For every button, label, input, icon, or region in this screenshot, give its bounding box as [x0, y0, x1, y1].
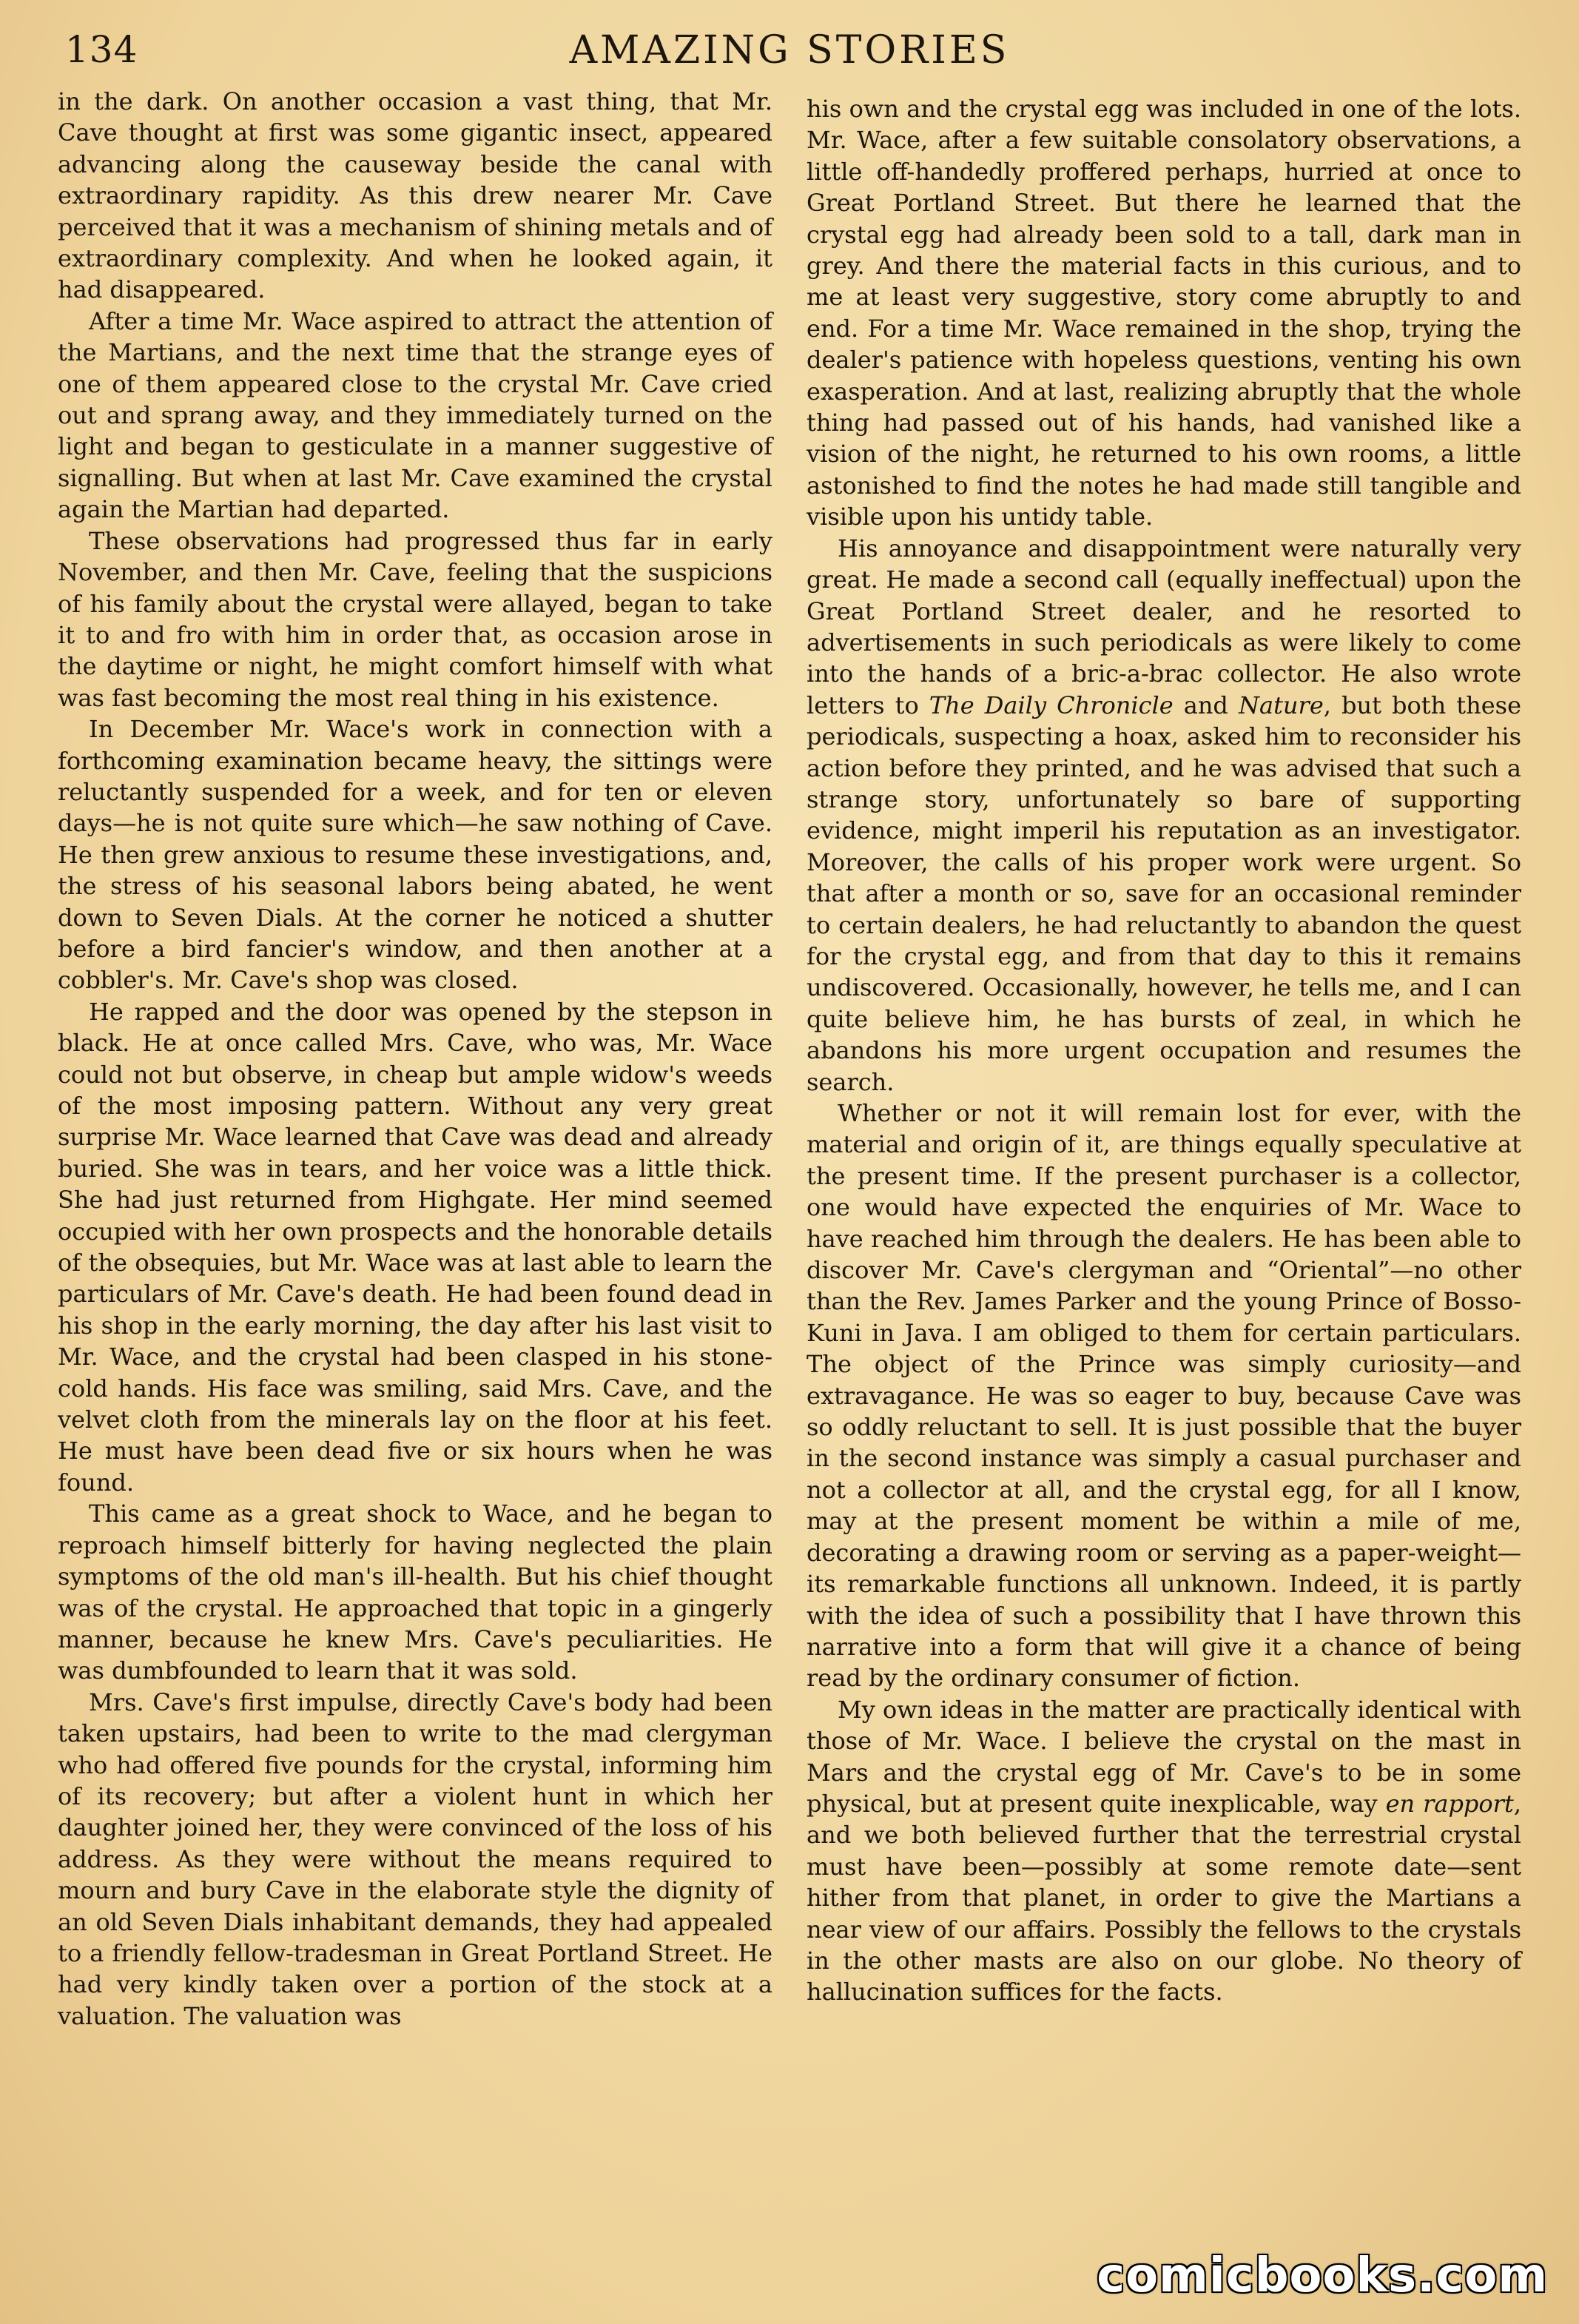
- paragraph: his own and the crystal egg was included in one of the lots. Mr. Wace, after a few suitable consolatory observations, a little off-handedly proffered perhaps, hurried at once to Great Portland Street. But there he learned that the crystal egg had already been sold to a tall, dark man in grey. And there the material facts in this curious, and to me at least very suggestive, story come abruptly to and end. For a time Mr. Wace remained in the shop, trying the dealer's patience with hopeless questions, venting his own exasperation. And at last, realizing abruptly that the whole thing had passed out of his hands, had vanished like a vision of the night, he returned to his own rooms, a little astonished to find the notes he had made still tangible and visible upon his untidy table.: [807, 95, 1521, 531]
- text-run: and: [1173, 691, 1239, 719]
- text-run: , but both these periodicals, suspecting a hoax, asked him to reconsider his action before they printed, and he was advised that such a strange story, unfortunately so bare of supporting evidence, might imperil his reputation as an investigator. Moreover, the calls of his proper work were urgent. So that after a month or so, save for an occasional reminder to certain dealers, he had reluctantly to abandon the quest for the crystal egg, and from that day to this it remains undiscovered. Occasionally, however, he tells me, and I can quite believe him, he has bursts of zeal, in which he abandons his more urgent occupation and resumes the search.: [807, 691, 1522, 1096]
- italic-title: Nature: [1238, 691, 1324, 719]
- page-number: 134: [65, 28, 138, 71]
- text-run: My own ideas in the matter are practically identical with those of Mr. Wace. I believe the crystal on the mast in Mars and the crystal egg of Mr. Cave's to be in some physical, but at present quite inexplicable, way: [807, 1695, 1521, 1818]
- paragraph: Whether or not it will remain lost for ever, with the material and origin of it, are things equally speculative at the present time. If the present purchaser is a collector, one would have expected the enquiries of Mr. Wace to have reached him through the dealers. He has been able to discover Mr. Cave's clergyman and “Oriental”—no other than the Rev. James Parker and the young Prince of Bosso-Kuni in Java. I am obliged to them for certain particulars. The object of the Prince was simply curiosity—and extravagance. He was so eager to buy, because Cave was so oddly reluctant to sell. It is just possible that the buyer in the second instance was simply a casual purchaser and not a collector at all, and the crystal egg, for all I know, may at the present moment be within a mile of me, decorating a drawing room or serving as a paper-weight—its remarkable functions all unknown. Indeed, it is partly with the idea of such a possibility that I have thrown this narrative into a form that will give it a chance of being read by the ordinary consumer of fiction.: [807, 1099, 1521, 1693]
- paragraph: Mrs. Cave's first impulse, directly Cave's body had been taken upstairs, had been to write to the mad clergyman who had offered five pounds for the crystal, informing him of its recovery; but after a violent hunt in which her daughter joined her, they were convinced of the loss of his address. As they were without the means required to mourn and bury Cave in the elaborate style the dignity of an old Seven Dials inhabitant demands, they had appealed to a friendly fellow-tradesman in Great Portland Street. He had very kindly taken over a portion of the stock at a valuation. The valuation was: [58, 1687, 772, 2030]
- paragraph: After a time Mr. Wace aspired to attract the attention of the Martians, and the next time that the strange eyes of one of them appeared close to the crystal Mr. Cave cried out and sprang away, and they immediately turned on the light and began to gesticulate in a manner suggestive of signalling. But when at last Mr. Cave examined the crystal again the Martian had departed.: [58, 306, 772, 524]
- right-column: [807, 86, 1521, 2247]
- paragraph: This came as a great shock to Wace, and he began to reproach himself bitterly for having neglected the plain symptoms of the old man's ill-health. But his chief thought was of the crystal. He approached that topic in a gingerly manner, because he knew Mrs. Cave's peculiarities. He was dumbfounded to learn that it was sold.: [58, 1499, 772, 1685]
- text-run: , and we both believed further that the terrestrial crystal must have been—possibly at some remote date—sent hither from that planet, in order to give the Martians a near view of our affairs. Possibly the fellows to the crystals in the other masts are also on our globe. No theory of hallucination suffices for the facts.: [807, 1789, 1522, 2006]
- watermark-logo: comicbooks.com: [1097, 2249, 1548, 2303]
- paragraph: in the dark. On another occasion a vast thing, that Mr. Cave thought at first was some gigantic insect, appeared advancing along the causeway beside the canal with extraordinary rapidity. As this drew nearer Mr. Cave perceived that it was a mechanism of shining metals and of extraordinary complexity. And when he looked again, it had disappeared.: [58, 87, 772, 304]
- article-columns: [58, 86, 1521, 2247]
- magazine-title: AMAZING STORIES: [569, 28, 1010, 73]
- paragraph: [807, 1694, 1521, 2008]
- paragraph: [807, 533, 1521, 1098]
- paragraph: These observations had progressed thus far in early November, and then Mr. Cave, feeling that the suspicions of his family about the crystal were allayed, began to take it to and fro with him in order that, as occasion arose in the daytime or night, he might comfort himself with what was fast becoming the most real thing in his existence.: [58, 526, 772, 712]
- page-header: [0, 28, 1579, 81]
- left-column: [58, 86, 772, 2247]
- italic-title: The Daily Chronicle: [929, 691, 1174, 719]
- italic-phrase: en rapport: [1385, 1789, 1514, 1818]
- paragraph: In December Mr. Wace's work in connection with a forthcoming examination became heavy, the sittings were reluctantly suspended for a week, and for ten or eleven days—he is not quite sure which—he saw nothing of Cave. He then grew anxious to resume these investigations, and, the stress of his seasonal labors being abated, he went down to Seven Dials. At the corner he noticed a shutter before a bird fancier's window, and then another at a cobbler's. Mr. Cave's shop was closed.: [58, 715, 772, 995]
- paragraph: He rapped and the door was opened by the stepson in black. He at once called Mrs. Cave, who was, Mr. Wace could not but observe, in cheap but ample widow's weeds of the most imposing pattern. Without any very great surprise Mr. Wace learned that Cave was dead and already buried. She was in tears, and her voice was a little thick. She had just returned from Highgate. Her mind seemed occupied with her own prospects and the honorable details of the obsequies, but Mr. Wace was at last able to learn the particulars of Mr. Cave's death. He had been found dead in his shop in the early morning, the day after his last visit to Mr. Wace, and the crystal had been clasped in his stone-cold hands. His face was smiling, said Mrs. Cave, and the velvet cloth from the minerals lay on the floor at his feet. He must have been dead five or six hours when he was found.: [58, 997, 772, 1497]
- text-run: His annoyance and disappointment were naturally very great. He made a second call (equally ineffectual) upon the Great Portland Street dealer, and he resorted to advertisements in such periodicals as were likely to come into the hands of a bric-a-brac collector. He also wrote letters to: [807, 534, 1521, 719]
